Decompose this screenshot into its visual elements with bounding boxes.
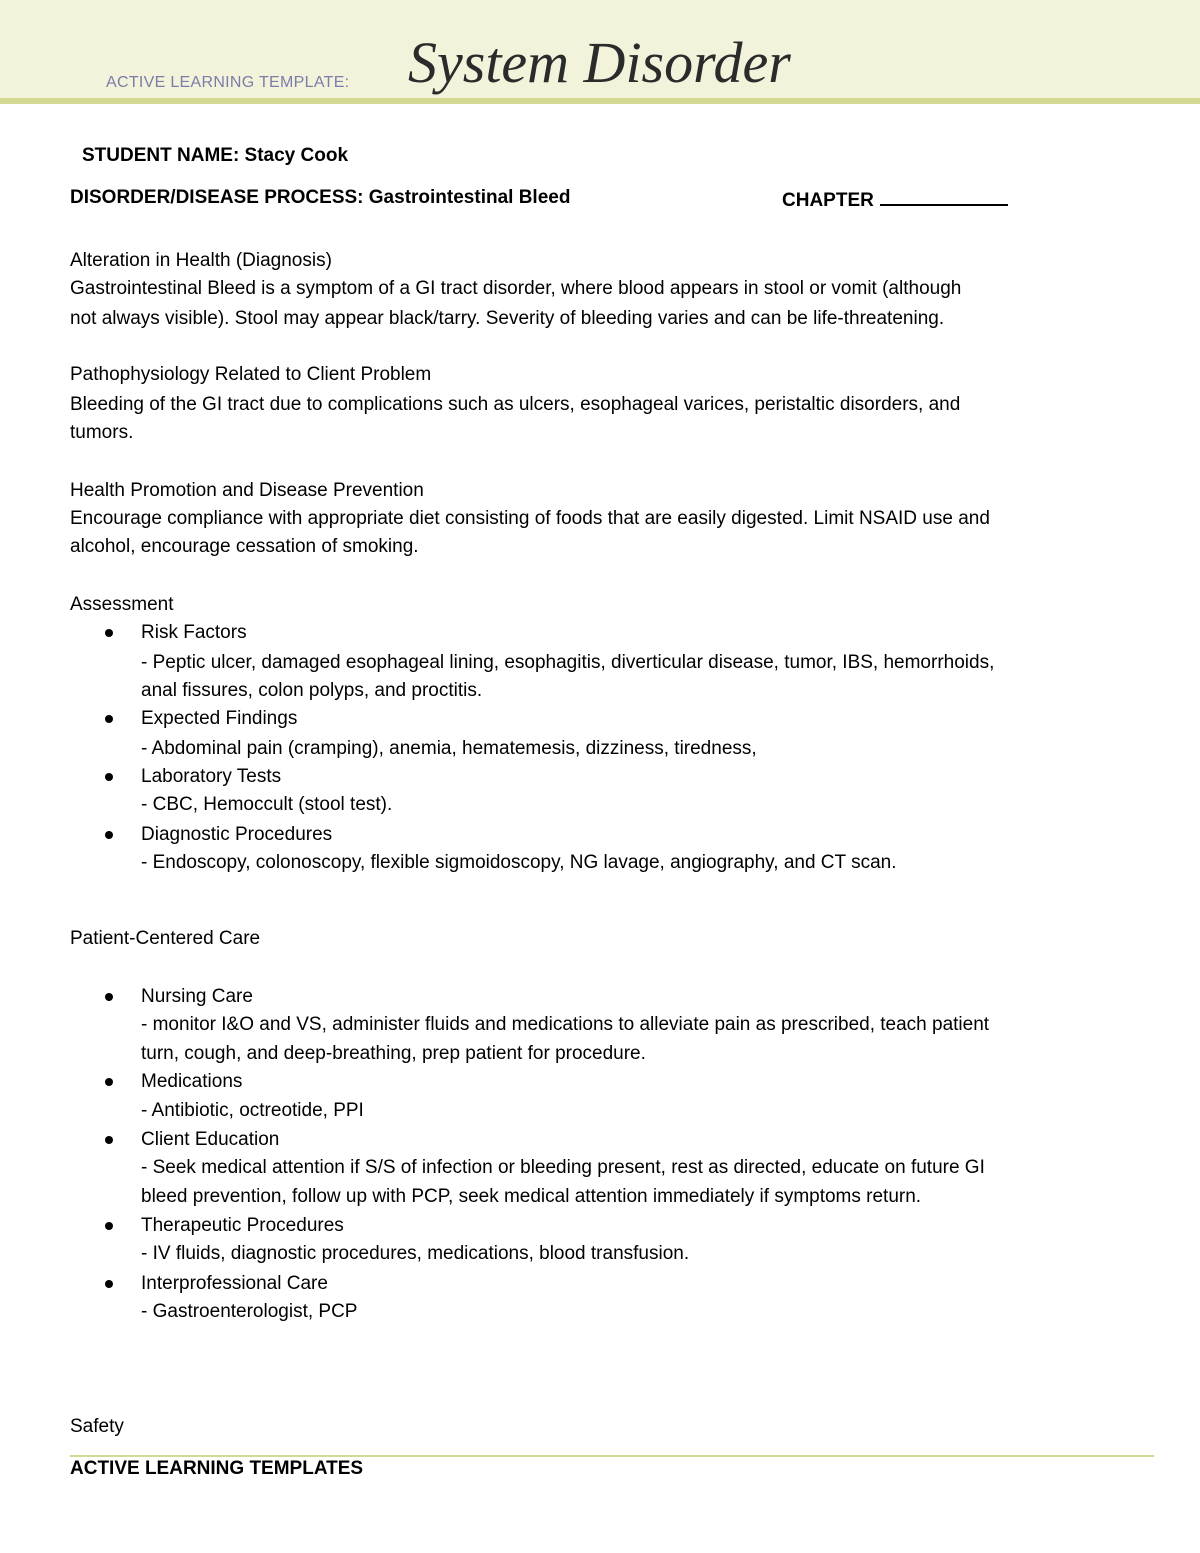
health-promotion-text-line: Encourage compliance with appropriate diet consisting of foods that are easily digested. Limit NSAID use and bbox=[70, 508, 990, 529]
expected-findings-text-line: - Abdominal pain (cramping), anemia, hematemesis, dizziness, tiredness, bbox=[141, 738, 757, 759]
laboratory-tests-text-line: - CBC, Hemoccult (stool test). bbox=[141, 794, 393, 815]
risk-factors-text-line: anal fissures, colon polyps, and proctitis. bbox=[141, 680, 483, 701]
footer-label: ACTIVE LEARNING TEMPLATES bbox=[70, 1458, 364, 1479]
bullet-icon bbox=[105, 1280, 113, 1288]
pathophysiology-text-line: Bleeding of the GI tract due to complications such as ulcers, esophageal varices, peristaltic disorders, and bbox=[70, 394, 961, 415]
expected-findings-title: Expected Findings bbox=[141, 708, 298, 729]
patient-care-heading: Patient-Centered Care bbox=[70, 928, 261, 949]
therapeutic-procedures-text-line: - IV fluids, diagnostic procedures, medications, blood transfusion. bbox=[141, 1243, 690, 1264]
therapeutic-procedures-title: Therapeutic Procedures bbox=[141, 1215, 344, 1236]
chapter-field bbox=[782, 186, 1008, 213]
client-education-title: Client Education bbox=[141, 1129, 280, 1150]
risk-factors-text-line: - Peptic ulcer, damaged esophageal lining, esophagitis, diverticular disease, tumor, IBS, hemorrhoids, bbox=[141, 652, 995, 673]
chapter-label: CHAPTER bbox=[782, 190, 874, 211]
laboratory-tests-title: Laboratory Tests bbox=[141, 766, 282, 787]
alteration-text-line: not always visible). Stool may appear black/tarry. Severity of bleeding varies and can be life-threatening. bbox=[70, 308, 945, 329]
header-divider bbox=[0, 98, 1200, 104]
pathophysiology-text-line: tumors. bbox=[70, 422, 134, 443]
disorder-process: DISORDER/DISEASE PROCESS: Gastrointestinal Bleed bbox=[70, 187, 571, 208]
safety-heading: Safety bbox=[70, 1416, 124, 1437]
chapter-blank bbox=[880, 186, 1008, 206]
client-education-text-line: bleed prevention, follow up with PCP, seek medical attention immediately if symptoms return. bbox=[141, 1186, 922, 1207]
alteration-heading: Alteration in Health (Diagnosis) bbox=[70, 250, 332, 271]
bullet-icon bbox=[105, 1078, 113, 1086]
alteration-text-line: Gastrointestinal Bleed is a symptom of a GI tract disorder, where blood appears in stool or vomit (although bbox=[70, 278, 962, 299]
nursing-care-text-line: turn, cough, and deep-breathing, prep patient for procedure. bbox=[141, 1043, 646, 1064]
health-promotion-heading: Health Promotion and Disease Prevention bbox=[70, 480, 424, 501]
bullet-icon bbox=[105, 629, 113, 637]
document-title: System Disorder bbox=[408, 30, 791, 95]
diagnostic-procedures-text-line: - Endoscopy, colonoscopy, flexible sigmoidoscopy, NG lavage, angiography, and CT scan. bbox=[141, 852, 897, 873]
bullet-icon bbox=[105, 715, 113, 723]
bullet-icon bbox=[105, 993, 113, 1001]
student-name: STUDENT NAME: Stacy Cook bbox=[82, 145, 349, 166]
interprofessional-care-title: Interprofessional Care bbox=[141, 1273, 328, 1294]
pathophysiology-heading: Pathophysiology Related to Client Problem bbox=[70, 364, 432, 385]
bullet-icon bbox=[105, 1136, 113, 1144]
interprofessional-care-text-line: - Gastroenterologist, PCP bbox=[141, 1301, 358, 1322]
health-promotion-text-line: alcohol, encourage cessation of smoking. bbox=[70, 536, 419, 557]
bullet-icon bbox=[105, 773, 113, 781]
client-education-text-line: - Seek medical attention if S/S of infection or bleeding present, rest as directed, educate on future GI bbox=[141, 1157, 985, 1178]
bullet-icon bbox=[105, 831, 113, 839]
diagnostic-procedures-title: Diagnostic Procedures bbox=[141, 824, 333, 845]
risk-factors-title: Risk Factors bbox=[141, 622, 247, 643]
bullet-icon bbox=[105, 1222, 113, 1230]
template-label: ACTIVE LEARNING TEMPLATE: bbox=[106, 74, 350, 91]
assessment-heading: Assessment bbox=[70, 594, 174, 615]
nursing-care-title: Nursing Care bbox=[141, 986, 253, 1007]
nursing-care-text-line: - monitor I&O and VS, administer fluids and medications to alleviate pain as prescribed, teach patient bbox=[141, 1014, 990, 1035]
medications-text-line: - Antibiotic, octreotide, PPI bbox=[141, 1100, 364, 1121]
medications-title: Medications bbox=[141, 1071, 243, 1092]
